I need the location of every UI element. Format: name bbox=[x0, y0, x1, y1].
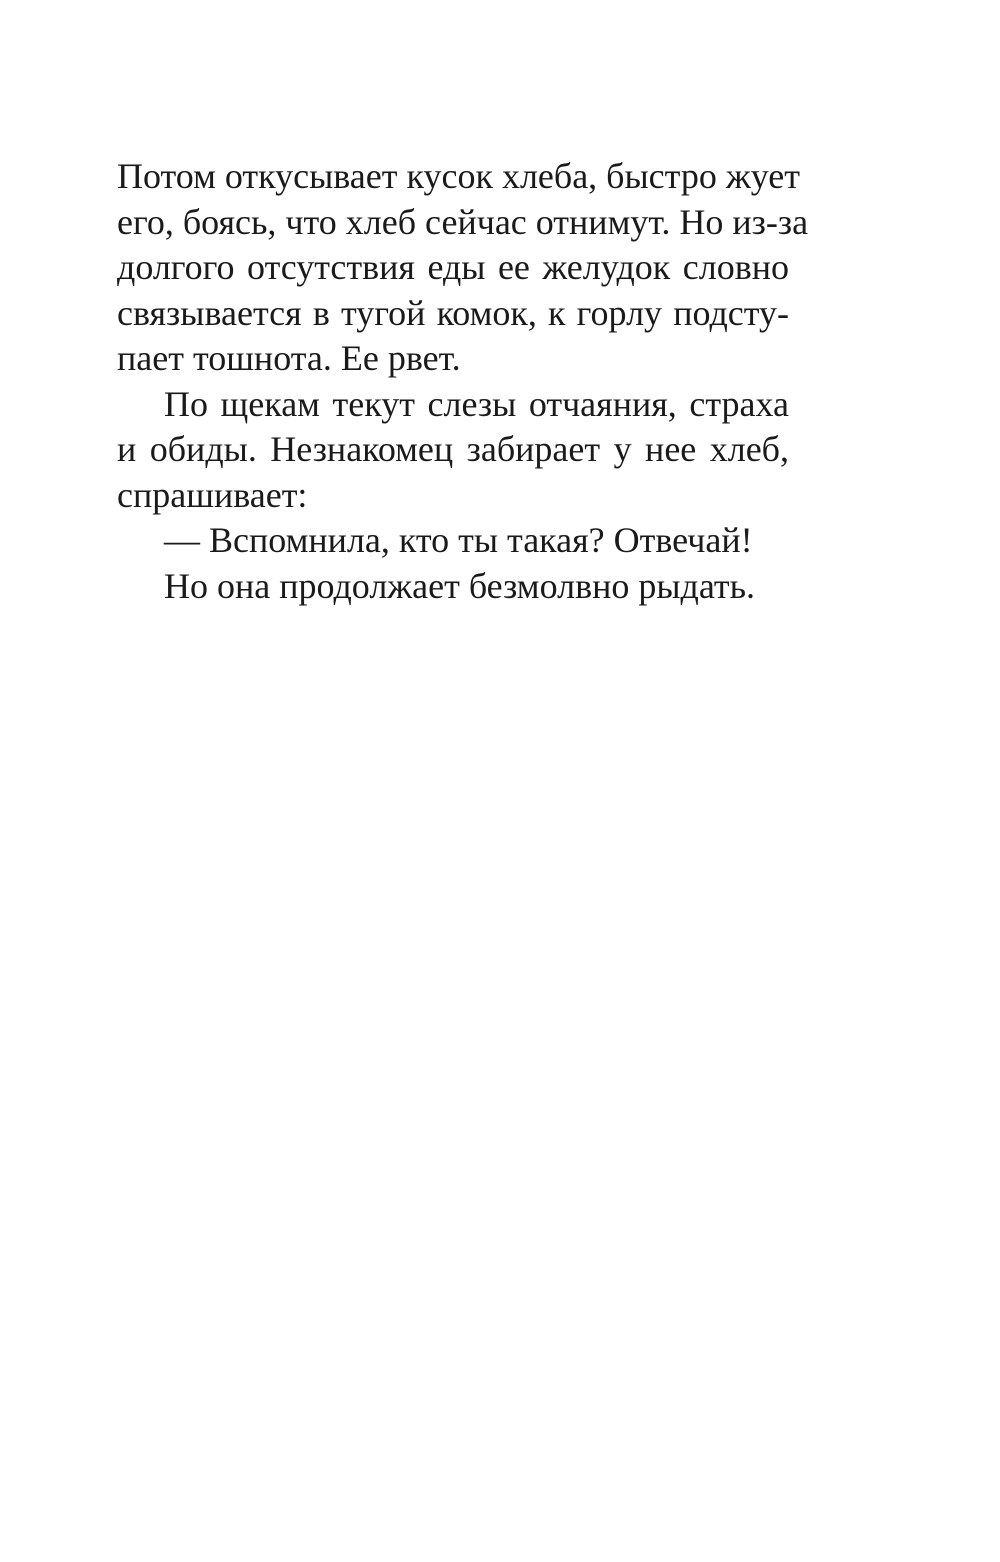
page-text bbox=[117, 154, 809, 609]
text-line: его, боясь, что хлеб сейчас отнимут. Но из-за bbox=[117, 201, 809, 242]
text-line: долгого отсутствия еды ее желудок словно bbox=[117, 247, 789, 287]
text-line: спрашивает: bbox=[117, 474, 308, 515]
text-line: связывается в тугой комок, к горлу подсту- bbox=[117, 292, 789, 333]
text-line: и обиды. Незнакомец забирает у нее хлеб, bbox=[117, 429, 789, 469]
text-line: пает тошнота. Ее рвет. bbox=[117, 338, 461, 378]
text-line: Но она продолжает безмолвно рыдать. bbox=[164, 565, 756, 606]
text-line: По щекам текут слезы отчаяния, страха bbox=[164, 383, 789, 424]
text-line: Потом откусывает кусок хлеба, быстро жует bbox=[117, 156, 800, 196]
dialogue-line: — Вспомнила, кто ты такая? Отвечай! bbox=[164, 520, 753, 560]
